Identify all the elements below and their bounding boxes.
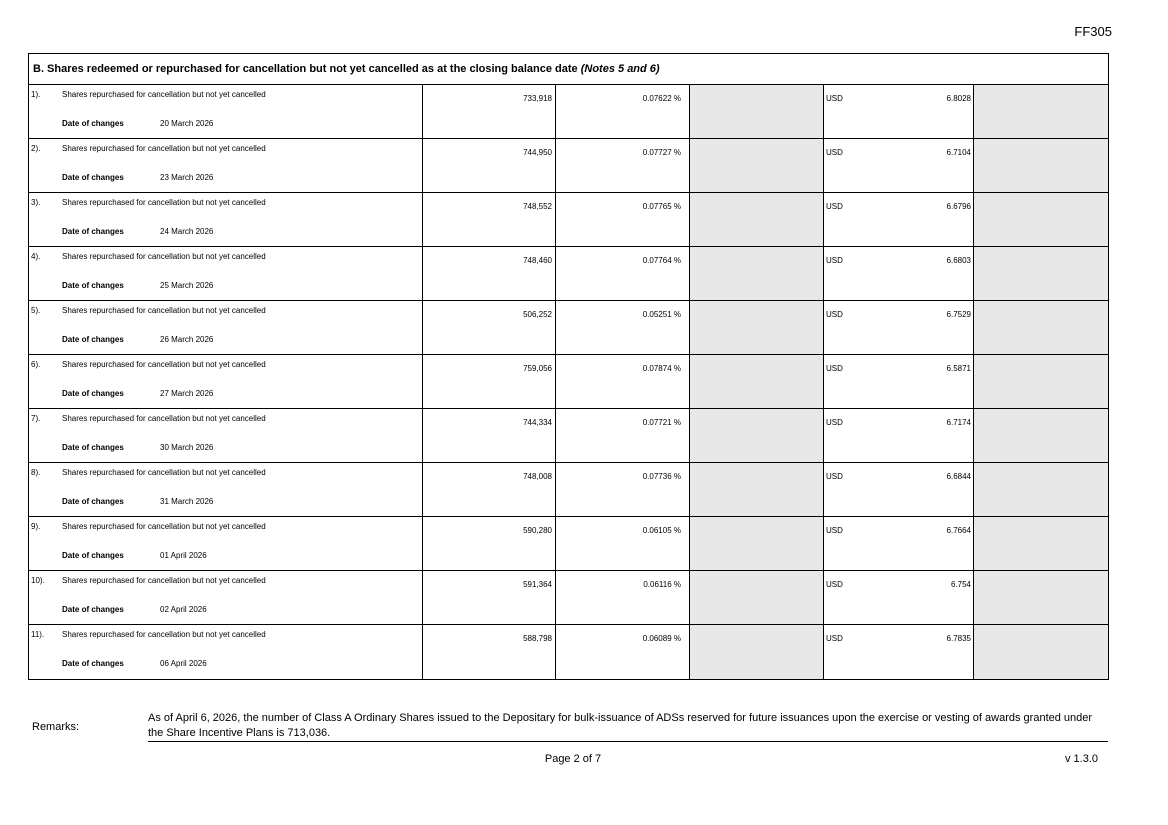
currency-value: USD bbox=[826, 256, 843, 265]
price-value: 6.8028 bbox=[946, 94, 971, 103]
row-number: 2). bbox=[31, 144, 41, 153]
currency-value: USD bbox=[826, 148, 843, 157]
shares-value: 744,334 bbox=[523, 418, 552, 427]
row-number: 1). bbox=[31, 90, 41, 99]
price-cell bbox=[824, 247, 974, 300]
price-cell bbox=[824, 625, 974, 679]
percentage-value: 0.06116 % bbox=[643, 580, 681, 589]
row-number: 10). bbox=[31, 576, 45, 585]
date-of-changes-label: Date of changes bbox=[62, 659, 124, 668]
shares-cell bbox=[423, 193, 556, 246]
shaded-cell bbox=[974, 247, 1108, 300]
percentage-value: 0.07764 % bbox=[642, 256, 681, 265]
date-of-changes-label: Date of changes bbox=[62, 281, 124, 290]
shares-value: 591,364 bbox=[523, 580, 552, 589]
shaded-cell bbox=[690, 625, 824, 679]
currency-value: USD bbox=[826, 202, 843, 211]
currency-value: USD bbox=[826, 94, 843, 103]
date-of-changes-value: 23 March 2026 bbox=[160, 173, 214, 182]
percentage-value: 0.07765 % bbox=[642, 202, 681, 211]
shaded-cell bbox=[974, 193, 1108, 246]
percentage-cell bbox=[556, 571, 690, 624]
date-of-changes-value: 31 March 2026 bbox=[160, 497, 214, 506]
price-value: 6.754 bbox=[950, 580, 971, 589]
percentage-value: 0.06089 % bbox=[642, 634, 681, 643]
description-cell bbox=[29, 571, 423, 624]
currency-value: USD bbox=[826, 526, 843, 535]
row-number: 7). bbox=[31, 414, 41, 423]
price-value: 6.7529 bbox=[946, 310, 971, 319]
shaded-cell bbox=[690, 85, 824, 138]
table-body bbox=[29, 85, 1108, 679]
price-value: 6.7104 bbox=[946, 148, 971, 157]
table-row bbox=[29, 85, 1108, 139]
date-of-changes-label: Date of changes bbox=[62, 443, 124, 452]
shares-cell bbox=[423, 625, 556, 679]
currency-value: USD bbox=[826, 634, 843, 643]
shares-value: 588,798 bbox=[523, 634, 552, 643]
date-of-changes-value: 27 March 2026 bbox=[160, 389, 214, 398]
percentage-cell bbox=[556, 193, 690, 246]
date-of-changes-label: Date of changes bbox=[62, 389, 124, 398]
price-cell bbox=[824, 301, 974, 354]
section-note: (Notes 5 and 6) bbox=[580, 63, 660, 75]
percentage-value: 0.06105 % bbox=[642, 526, 681, 535]
description-cell bbox=[29, 193, 423, 246]
table-row bbox=[29, 517, 1108, 571]
date-of-changes-label: Date of changes bbox=[62, 119, 124, 128]
currency-value: USD bbox=[826, 418, 843, 427]
shaded-cell bbox=[974, 139, 1108, 192]
shaded-cell bbox=[974, 517, 1108, 570]
date-of-changes-value: 25 March 2026 bbox=[160, 281, 214, 290]
shaded-cell bbox=[690, 139, 824, 192]
table-row bbox=[29, 355, 1108, 409]
row-description: Shares repurchased for cancellation but not yet cancelled bbox=[62, 468, 266, 477]
shares-cell bbox=[423, 571, 556, 624]
shares-value: 759,056 bbox=[523, 364, 552, 373]
percentage-cell bbox=[556, 355, 690, 408]
row-number: 4). bbox=[31, 252, 41, 261]
shares-value: 748,008 bbox=[523, 472, 552, 481]
shaded-cell bbox=[974, 571, 1108, 624]
shaded-cell bbox=[690, 409, 824, 462]
shaded-cell bbox=[690, 463, 824, 516]
price-value: 6.6796 bbox=[946, 202, 971, 211]
row-description: Shares repurchased for cancellation but not yet cancelled bbox=[62, 360, 266, 369]
row-number: 9). bbox=[31, 522, 41, 531]
percentage-value: 0.07874 % bbox=[642, 364, 681, 373]
price-value: 6.6803 bbox=[946, 256, 971, 265]
percentage-cell bbox=[556, 301, 690, 354]
table-row bbox=[29, 301, 1108, 355]
shaded-cell bbox=[974, 85, 1108, 138]
shares-value: 590,280 bbox=[523, 526, 552, 535]
shares-cell bbox=[423, 247, 556, 300]
price-value: 6.6844 bbox=[946, 472, 971, 481]
shaded-cell bbox=[690, 247, 824, 300]
price-value: 6.5871 bbox=[946, 364, 971, 373]
currency-value: USD bbox=[826, 472, 843, 481]
description-cell bbox=[29, 85, 423, 138]
date-of-changes-value: 01 April 2026 bbox=[160, 551, 207, 560]
date-of-changes-value: 02 April 2026 bbox=[160, 605, 207, 614]
shares-cell bbox=[423, 355, 556, 408]
description-cell bbox=[29, 463, 423, 516]
shares-value: 506,252 bbox=[523, 310, 552, 319]
description-cell bbox=[29, 247, 423, 300]
price-cell bbox=[824, 463, 974, 516]
version-label: v 1.3.0 bbox=[1064, 753, 1098, 765]
percentage-cell bbox=[556, 463, 690, 516]
shaded-cell bbox=[974, 301, 1108, 354]
shares-cell bbox=[423, 139, 556, 192]
percentage-value: 0.07622 % bbox=[642, 94, 681, 103]
date-of-changes-label: Date of changes bbox=[62, 335, 124, 344]
table-row bbox=[29, 193, 1108, 247]
shares-cell bbox=[423, 85, 556, 138]
percentage-value: 0.07727 % bbox=[642, 148, 681, 157]
percentage-cell bbox=[556, 625, 690, 679]
description-cell bbox=[29, 409, 423, 462]
percentage-value: 0.07736 % bbox=[642, 472, 681, 481]
percentage-cell bbox=[556, 139, 690, 192]
row-description: Shares repurchased for cancellation but not yet cancelled bbox=[62, 198, 266, 207]
row-number: 3). bbox=[31, 198, 41, 207]
description-cell bbox=[29, 517, 423, 570]
row-description: Shares repurchased for cancellation but not yet cancelled bbox=[62, 414, 266, 423]
shares-cell bbox=[423, 517, 556, 570]
percentage-cell bbox=[556, 409, 690, 462]
row-number: 11). bbox=[31, 630, 45, 639]
currency-value: USD bbox=[826, 580, 843, 589]
table-row bbox=[29, 571, 1108, 625]
section-title: B. Shares redeemed or repurchased for cancellation but not yet cancelled as at the closing balance date bbox=[33, 63, 578, 75]
date-of-changes-label: Date of changes bbox=[62, 227, 124, 236]
date-of-changes-value: 20 March 2026 bbox=[160, 119, 214, 128]
date-of-changes-label: Date of changes bbox=[62, 173, 124, 182]
shares-value: 748,460 bbox=[523, 256, 552, 265]
shares-cell bbox=[423, 301, 556, 354]
description-cell bbox=[29, 301, 423, 354]
remarks-text: As of April 6, 2026, the number of Class A Ordinary Shares issued to the Depositary for bulk-issuance of ADSs reserved for future issuances upon the exercise or vesting of awards granted under the Share Incentive Plans is 713,036. bbox=[148, 711, 1108, 742]
percentage-cell bbox=[556, 85, 690, 138]
section-header bbox=[29, 54, 1108, 85]
shaded-cell bbox=[690, 517, 824, 570]
table-row bbox=[29, 409, 1108, 463]
table-row bbox=[29, 247, 1108, 301]
currency-value: USD bbox=[826, 310, 843, 319]
row-description: Shares repurchased for cancellation but not yet cancelled bbox=[62, 522, 266, 531]
price-value: 6.7664 bbox=[946, 526, 971, 535]
date-of-changes-label: Date of changes bbox=[62, 497, 124, 506]
row-description: Shares repurchased for cancellation but not yet cancelled bbox=[62, 576, 266, 585]
shares-cell bbox=[423, 409, 556, 462]
date-of-changes-value: 24 March 2026 bbox=[160, 227, 214, 236]
shaded-cell bbox=[974, 355, 1108, 408]
price-cell bbox=[824, 517, 974, 570]
row-description: Shares repurchased for cancellation but not yet cancelled bbox=[62, 144, 266, 153]
row-number: 8). bbox=[31, 468, 41, 477]
description-cell bbox=[29, 355, 423, 408]
shares-repurchased-table bbox=[28, 53, 1109, 680]
date-of-changes-label: Date of changes bbox=[62, 551, 124, 560]
price-cell bbox=[824, 139, 974, 192]
row-description: Shares repurchased for cancellation but not yet cancelled bbox=[62, 630, 266, 639]
table-row bbox=[29, 625, 1108, 679]
date-of-changes-value: 06 April 2026 bbox=[160, 659, 207, 668]
shares-cell bbox=[423, 463, 556, 516]
table-row bbox=[29, 463, 1108, 517]
date-of-changes-value: 26 March 2026 bbox=[160, 335, 214, 344]
remarks-label: Remarks: bbox=[32, 721, 80, 733]
shaded-cell bbox=[690, 571, 824, 624]
row-description: Shares repurchased for cancellation but not yet cancelled bbox=[62, 306, 266, 315]
row-description: Shares repurchased for cancellation but not yet cancelled bbox=[62, 90, 266, 99]
row-description: Shares repurchased for cancellation but not yet cancelled bbox=[62, 252, 266, 261]
shares-value: 748,552 bbox=[523, 202, 552, 211]
shaded-cell bbox=[974, 409, 1108, 462]
price-value: 6.7174 bbox=[946, 418, 971, 427]
currency-value: USD bbox=[826, 364, 843, 373]
shaded-cell bbox=[690, 301, 824, 354]
price-cell bbox=[824, 571, 974, 624]
shaded-cell bbox=[690, 355, 824, 408]
row-number: 5). bbox=[31, 306, 41, 315]
percentage-value: 0.05251 % bbox=[642, 310, 681, 319]
page-number: Page 2 of 7 bbox=[544, 753, 602, 765]
shaded-cell bbox=[974, 463, 1108, 516]
percentage-cell bbox=[556, 517, 690, 570]
description-cell bbox=[29, 625, 423, 679]
shares-value: 733,918 bbox=[523, 94, 552, 103]
date-of-changes-label: Date of changes bbox=[62, 605, 124, 614]
price-cell bbox=[824, 409, 974, 462]
row-number: 6). bbox=[31, 360, 41, 369]
table-row bbox=[29, 139, 1108, 193]
price-cell bbox=[824, 355, 974, 408]
price-cell bbox=[824, 85, 974, 138]
date-of-changes-value: 30 March 2026 bbox=[160, 443, 214, 452]
shares-value: 744,950 bbox=[523, 148, 552, 157]
price-value: 6.7835 bbox=[946, 634, 971, 643]
shaded-cell bbox=[974, 625, 1108, 679]
percentage-cell bbox=[556, 247, 690, 300]
description-cell bbox=[29, 139, 423, 192]
form-code: FF305 bbox=[1074, 24, 1112, 39]
shaded-cell bbox=[690, 193, 824, 246]
percentage-value: 0.07721 % bbox=[642, 418, 681, 427]
price-cell bbox=[824, 193, 974, 246]
